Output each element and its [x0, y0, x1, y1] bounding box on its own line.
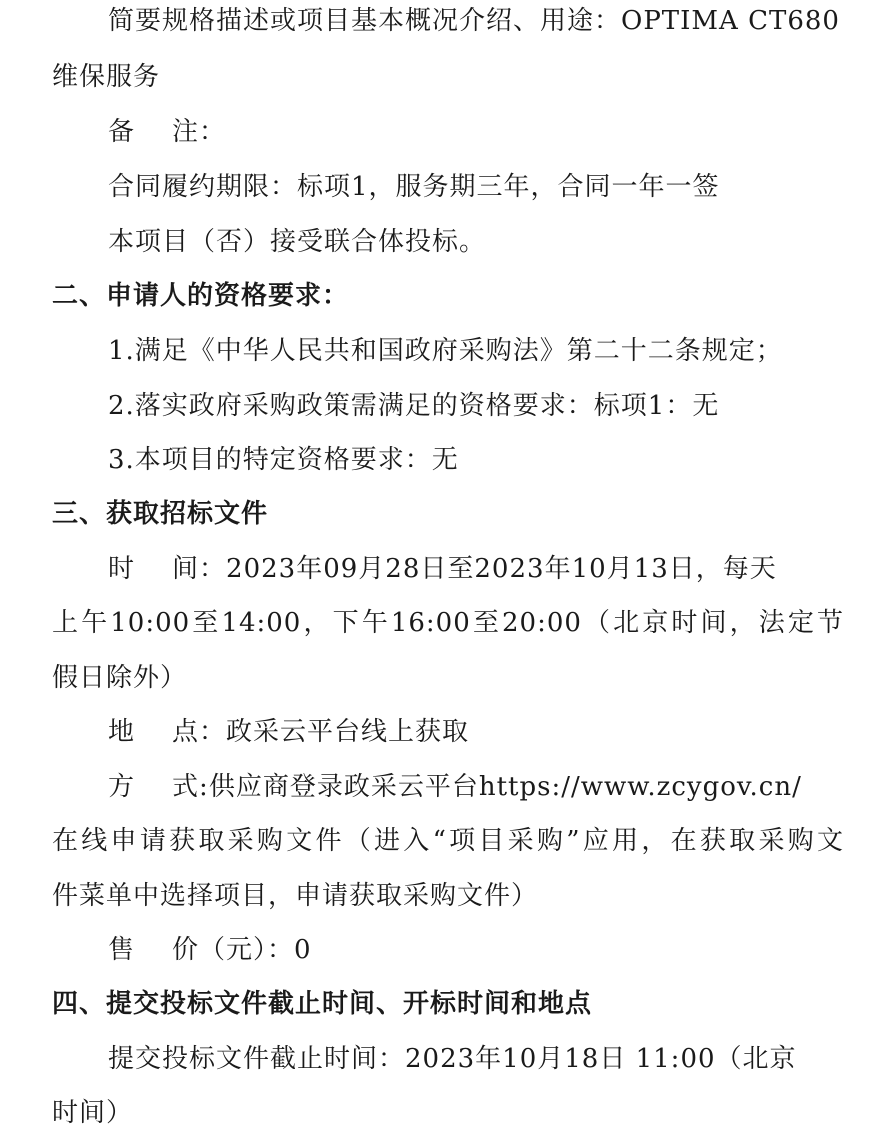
submission-deadline-continuation: 时间） [52, 1098, 134, 1128]
obtain-location-line: 地 点：政采云平台线上获取 [108, 717, 470, 747]
qualification-item-3: 3.本项目的特定资格要求：无 [108, 445, 459, 475]
section-heading-obtain-documents: 三、获取招标文件 [52, 499, 269, 529]
qualification-item-2: 2.落实政府采购政策需满足的资格要求：标项1：无 [108, 391, 720, 421]
obtain-time-continuation-end: 假日除外） [52, 663, 188, 693]
section-heading-submission-deadline: 四、提交投标文件截止时间、开标时间和地点 [52, 989, 593, 1019]
remarks-line: 备 注： [108, 117, 227, 147]
consortium-bid-line: 本项目（否）接受联合体投标。 [108, 227, 487, 257]
obtain-time-line: 时 间：2023年09月28日至2023年10月13日，每天 [108, 554, 777, 584]
obtain-method-line: 方 式:供应商登录政采云平台https://www.zcygov.cn/ [108, 772, 802, 802]
project-description-line: 简要规格描述或项目基本概况介绍、用途：OPTIMA CT680 [108, 6, 840, 36]
project-description-continuation: 维保服务 [52, 62, 161, 92]
qualification-item-1: 1.满足《中华人民共和国政府采购法》第二十二条规定； [108, 336, 783, 366]
obtain-time-continuation: 上午10:00至14:00，下午16:00至20:00（北京时间，法定节 [52, 608, 844, 638]
contract-term-line: 合同履约期限：标项1，服务期三年，合同一年一签 [108, 172, 720, 202]
section-heading-qualifications: 二、申请人的资格要求： [52, 281, 350, 311]
submission-deadline-line: 提交投标文件截止时间：2023年10月18日 11:00（北京 [108, 1044, 797, 1074]
price-line: 售 价（元）：0 [108, 935, 312, 965]
obtain-method-continuation-end: 件菜单中选择项目，申请获取采购文件） [52, 881, 539, 911]
obtain-method-continuation: 在线申请获取采购文件（进入“项目采购”应用，在获取采购文 [52, 826, 844, 856]
